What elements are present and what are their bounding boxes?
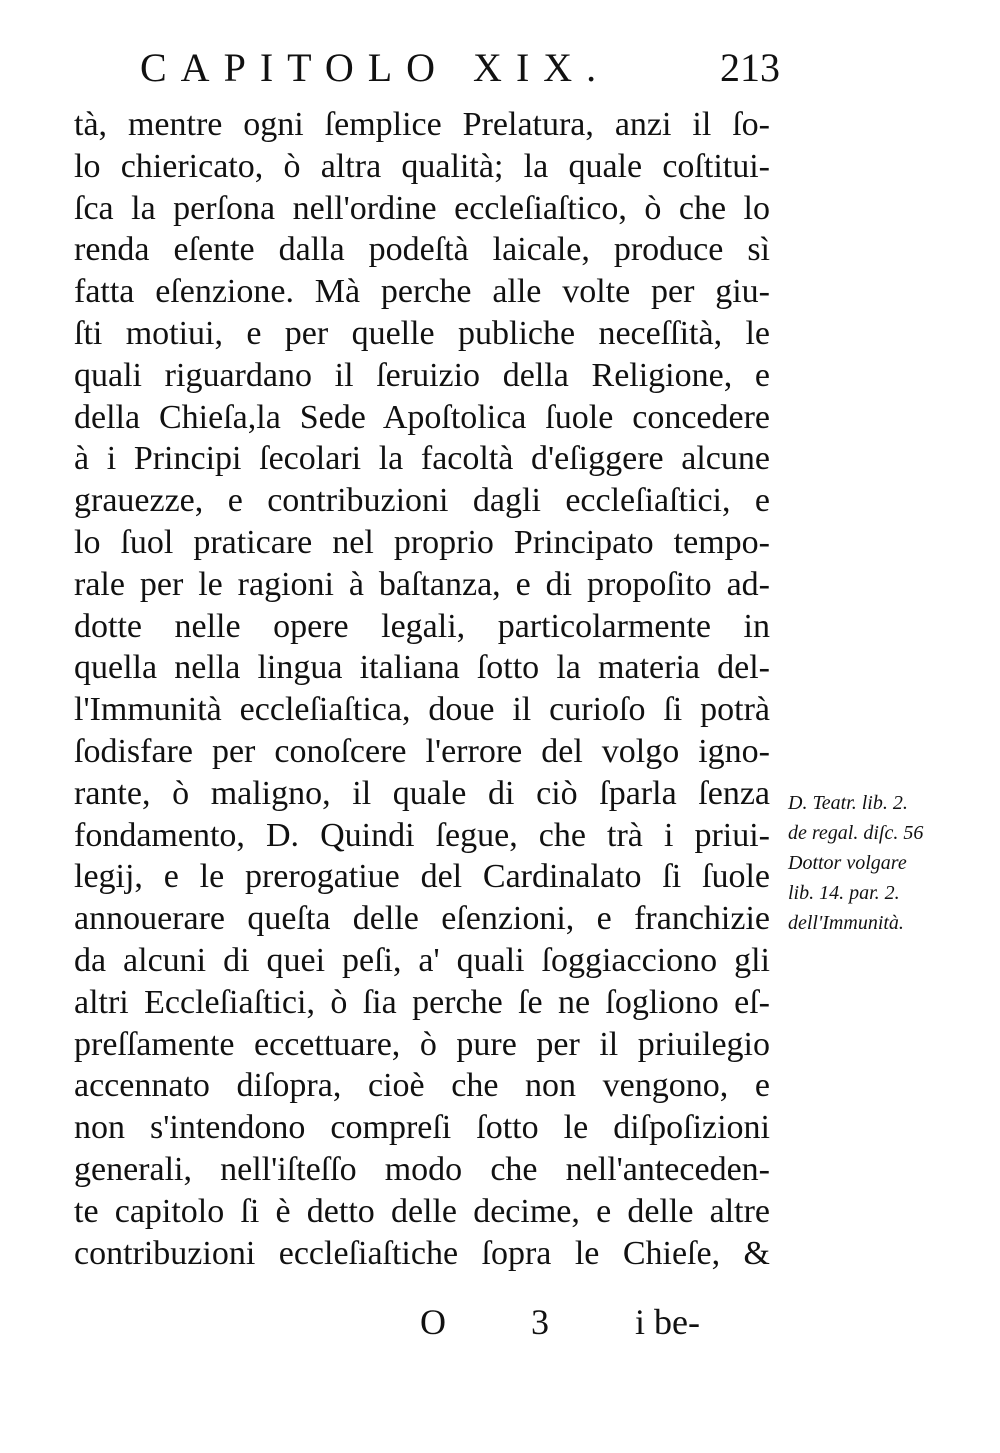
text-line: dotte nelle opere legali, particolarmente in — [74, 607, 770, 645]
citation-line: D. Teatr. lib. 2. — [788, 792, 908, 814]
text-line: grauezze, e contribuzioni dagli eccleſiaſtici, e — [74, 482, 770, 520]
catchword: i be- — [635, 1302, 700, 1342]
text-line: renda eſente dalla podeſtà laicale, produce sì — [74, 231, 770, 269]
signature-mark: O 3 — [420, 1302, 587, 1342]
text-line: accennato diſopra, cioè che non vengono, e — [74, 1067, 770, 1105]
page-header — [140, 40, 780, 96]
text-line: tà, mentre ogni ſemplice Prelatura, anzi il ſo- — [74, 106, 770, 143]
citation-line: lib. 14. par. 2. — [788, 882, 900, 904]
running-head: CAPITOLO XIX. — [140, 45, 611, 90]
text-line: te capitolo ſi è detto delle decime, e delle altre — [74, 1192, 770, 1230]
text-line: quella nella lingua italiana ſotto la materia del- — [74, 649, 770, 687]
citation-line: Dottor volgare — [788, 852, 907, 874]
text-line: contribuzioni eccleſiaſtiche ſopra le Chieſe, & — [74, 1234, 770, 1272]
text-line: legij, e le prerogatiue del Cardinalato ſi ſuole — [74, 858, 770, 896]
text-line: lo ſuol praticare nel proprio Principato tempo- — [74, 523, 770, 561]
text-line: ſodisfare per conoſcere l'errore del volgo igno- — [74, 732, 770, 770]
text-line: altri Eccleſiaſtici, ò ſia perche ſe ne ſogliono eſ- — [74, 983, 770, 1021]
text-line: annouerare queſta delle eſenzioni, e franchizie — [74, 900, 770, 938]
text-line: fatta eſenzione. Mà perche alle volte per giu- — [74, 273, 770, 311]
body-text — [74, 104, 770, 1274]
text-line: ſti motiui, e per quelle publiche neceſſità, le — [74, 314, 770, 352]
text-line: preſſamente eccettuare, ò pure per il priuilegio — [74, 1025, 770, 1063]
text-line: lo chiericato, ò altra qualità; la quale coſtitui- — [74, 147, 770, 185]
citation-line: dell'Immunità. — [788, 912, 904, 934]
text-line: ſca la perſona nell'ordine eccleſiaſtico, ò che lo — [74, 189, 770, 227]
text-line: da alcuni di quei peſi, a' quali ſoggiacciono gli — [74, 941, 770, 979]
text-line: quali riguardano il ſeruizio della Religione, e — [74, 356, 770, 394]
text-line: rale per le ragioni à baſtanza, e di propoſito ad- — [74, 565, 770, 603]
text-line: l'Immunità eccleſiaſtica, doue il curioſo ſi potrà — [74, 691, 770, 729]
text-line: à i Principi ſecolari la facoltà d'eſiggere alcune — [74, 440, 770, 478]
citation-line: de regal. diſc. 56 — [788, 822, 924, 844]
text-line: fondamento, D. Quindi ſegue, che trà i priui- — [74, 816, 770, 854]
page-footer — [420, 1298, 700, 1346]
text-line: non s'intendono compreſi ſotto le diſpoſizioni — [74, 1109, 770, 1147]
text-line: della Chieſa,la Sede Apoſtolica ſuole concedere — [74, 398, 770, 436]
text-line: rante, ò maligno, il quale di ciò ſparla ſenza — [74, 774, 770, 812]
page-number: 213 — [720, 45, 780, 90]
text-line: generali, nell'iſteſſo modo che nell'anteceden- — [74, 1150, 770, 1188]
marginal-citation — [788, 788, 984, 938]
